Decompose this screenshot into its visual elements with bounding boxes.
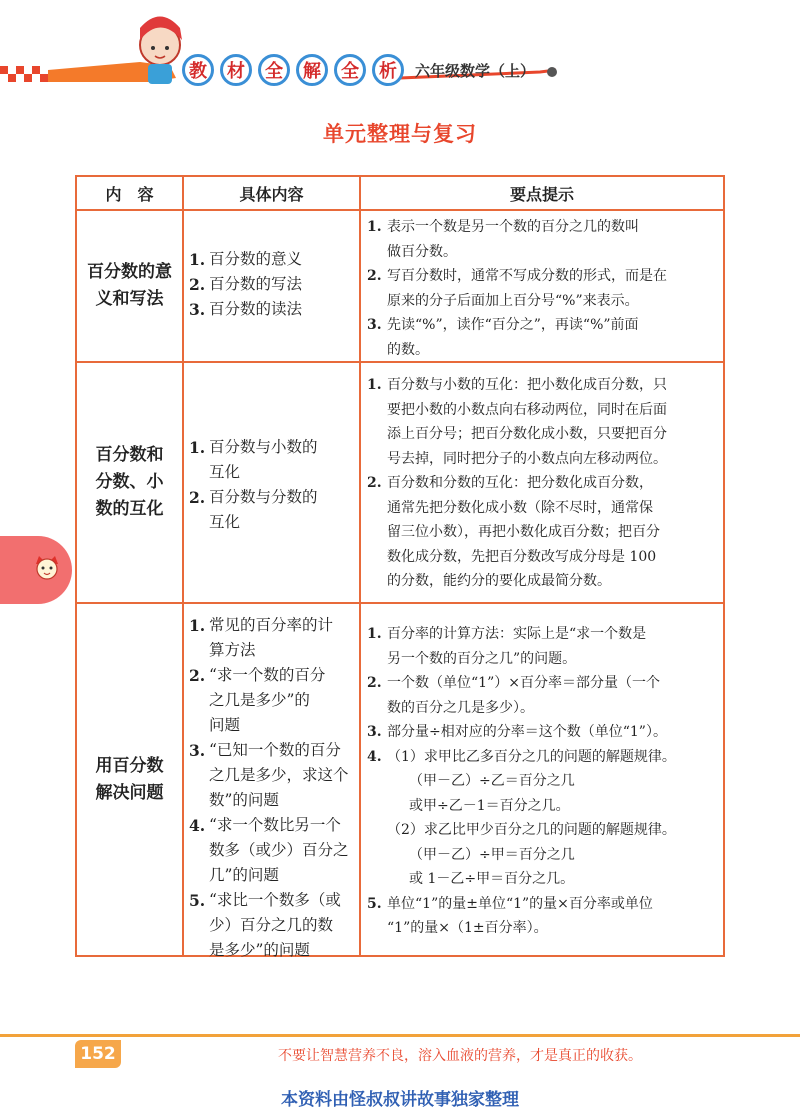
side-tab (0, 536, 72, 604)
page-title: 单元整理与复习 (323, 122, 477, 146)
detail-item: 1. 常见的百分率的计 算方法 (189, 616, 334, 659)
key-points-cell (367, 622, 719, 941)
footer-bar (0, 1034, 800, 1037)
column-header-key-points: 要点提示 (509, 184, 574, 204)
header-badge: 材 (220, 54, 252, 86)
detail-item: 2. “求一个数的百分 之几是多少”的 问题 (189, 666, 326, 734)
header-badge: 全 (258, 54, 290, 86)
detail-item: 1. 百分数与小数的 互化 (189, 438, 318, 481)
detail-item: 5. “求比一个数多（或 少）百分之几的数 是多少”的问题 (189, 891, 341, 959)
topic-line: 百分数的意 (87, 262, 172, 282)
point-line: （2）求乙比甲少百分之几的问题的解题规律。 (387, 822, 676, 838)
point-line: 或甲÷乙－1＝百分之几。 (409, 797, 570, 814)
grade-label: 六年级数学（上） (415, 62, 536, 80)
topic-line: 百分数和 (95, 445, 164, 465)
point-line: 或 1－乙÷甲＝百分之几。 (409, 871, 575, 887)
detail-item: 2. 百分数与分数的 互化 (189, 488, 318, 531)
header-badge: 教 (182, 54, 214, 86)
detail-item: 1. 百分数的意义 (189, 250, 303, 269)
detail-item: 3. “已知一个数的百分 之几是多少，求这个 数”的问题 (189, 741, 349, 809)
detail-item: 4. “求一个数比另一个 数多（或少）百分之 几”的问题 (189, 816, 349, 884)
point-line: 3. 部分量÷相对应的分率＝这个数（单位“1”）。 (367, 724, 667, 740)
point-line: 另一个数的百分之几”的问题。 (387, 650, 577, 667)
point-line: 5. 单位“1”的量±单位“1”的量×百分率或单位 (367, 895, 653, 912)
point-item: 2. 写百分数时，通常不写成分数的形式，而是在 原来的分子后面加上百分号“%”来表示。 (367, 268, 667, 309)
topic-line: 用百分数 (95, 755, 164, 776)
point-line: （甲－乙）÷甲＝百分之几 (409, 846, 575, 863)
column-header-topic: 内 容 (105, 184, 154, 204)
review-table (75, 175, 725, 957)
key-points-cell (367, 215, 719, 362)
point-line: 1. 百分率的计算方法：实际上是“求一个数是 (367, 626, 647, 642)
detail-item: 2. 百分数的写法 (189, 275, 303, 294)
column-header-details: 具体内容 (239, 184, 304, 204)
details-cell (189, 613, 354, 963)
details-cell (189, 435, 354, 535)
point-line: （甲－乙）÷乙＝百分之几 (409, 773, 575, 789)
point-line: 4. （1）求甲比乙多百分之几的问题的解题规律。 (367, 748, 676, 765)
topic-cell (77, 363, 182, 602)
point-item: 1. 表示一个数是另一个数的百分之几的数叫 做百分数。 (367, 219, 639, 260)
column-divider (359, 177, 361, 955)
page-header (0, 0, 800, 110)
topic-line: 解决问题 (95, 782, 164, 803)
column-divider (182, 177, 184, 955)
footer-motto: 不要让智慧营养不良，溶入血液的营养，才是真正的收获。 (278, 1048, 642, 1064)
topic-cell (77, 211, 182, 361)
point-item: 2. 百分数和分数的互化：把分数化成百分数， 通常先把分数化成小数（除不尽时，通常保 留三位小数），再把小数化成百分数；把百分 数化成分数，先把百分数改写成分母是 100 的分数，能约分的要化成最简分数。 (367, 475, 660, 589)
details-cell (189, 247, 354, 322)
point-item: 1. 百分数与小数的互化：把小数化成百分数，只 要把小数的小数点向右移动两位，同时在后面 添上百分号；把百分数化成小数，只要把百分 号去掉，同时把分子的小数点向左移动两位。 (367, 377, 667, 467)
key-points-cell (367, 373, 719, 594)
point-line: 数的百分之几是多少）。 (387, 699, 534, 716)
header-badges (182, 54, 404, 86)
topic-line: 义和写法 (95, 289, 164, 309)
point-item: 3. 先读“%”，读作“百分之”，再读“%”前面 的数。 (367, 317, 639, 358)
mascot-icon (34, 554, 60, 582)
footer-credit: 本资料由怪叔叔讲故事独家整理 (281, 1090, 519, 1110)
topic-line: 数的互化 (95, 499, 164, 519)
page-number: 152 (75, 1040, 121, 1068)
header-badge: 全 (334, 54, 366, 86)
detail-item: 3. 百分数的读法 (189, 300, 303, 319)
header-badge: 解 (296, 54, 328, 86)
point-line: 2. 一个数（单位“1”）×百分率＝部分量（一个 (367, 675, 660, 691)
topic-cell (77, 604, 182, 955)
point-line: “1”的量×（1±百分率）。 (387, 920, 548, 936)
header-badge: 析 (372, 54, 404, 86)
topic-line: 分数、小 (95, 472, 164, 492)
